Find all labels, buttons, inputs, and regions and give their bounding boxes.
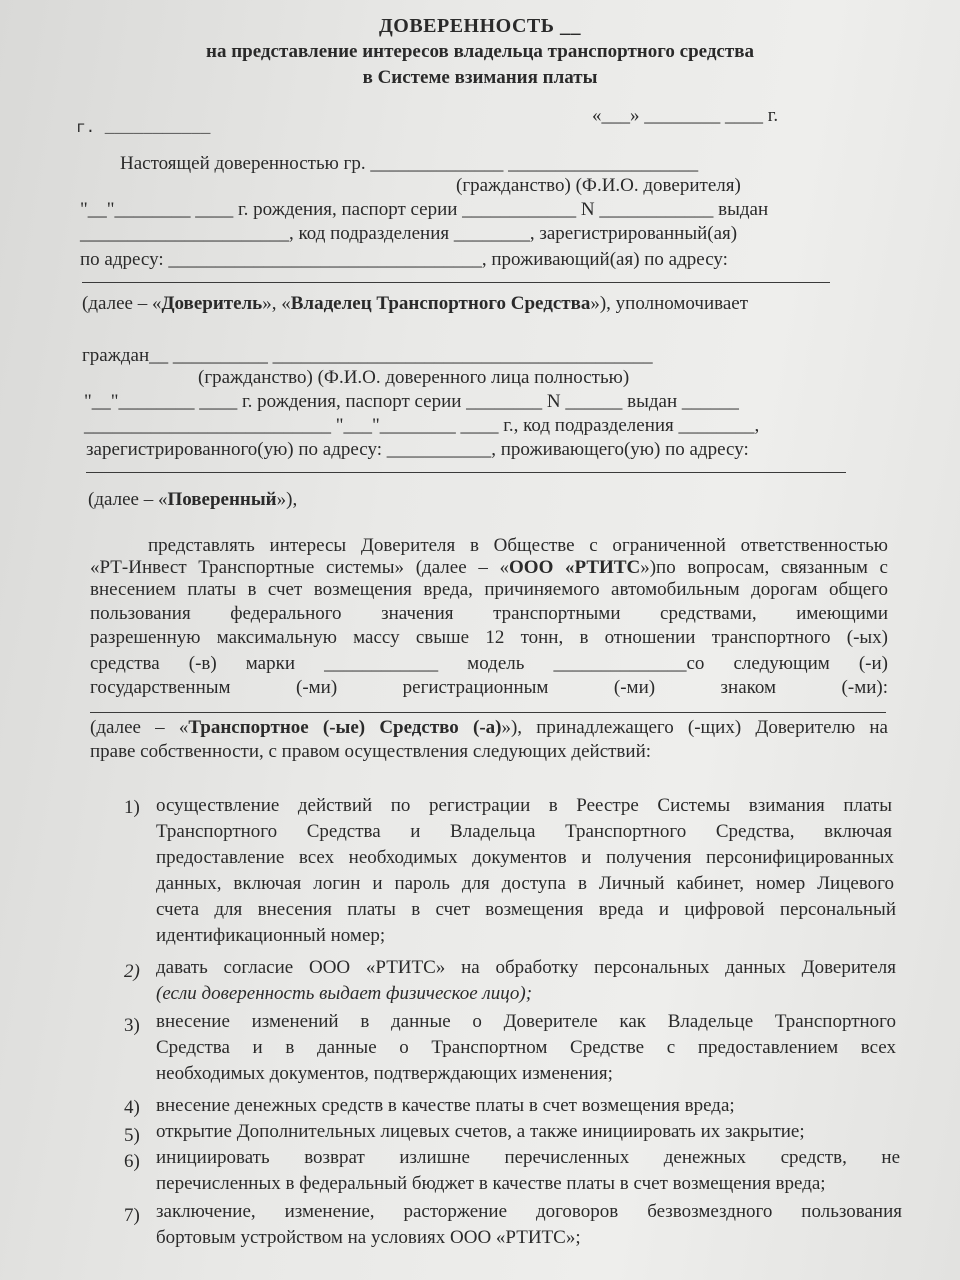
agent-line-3: "__"________ ____ г. рождения, паспорт серии ________ N ______ выдан ______	[84, 391, 739, 412]
item-5-number: 5)	[124, 1125, 140, 1146]
agent-line-5: зарегистрированного(ую) по адресу: ___________, проживающего(ую) по адресу:	[86, 439, 749, 460]
document-title: ДОВЕРЕННОСТЬ __	[379, 15, 581, 37]
city-field: г. ___________	[76, 119, 211, 137]
body-line-9: (далее – «Транспортное (-ые) Средство (-а)»), принадлежащего (-щих) Доверителю на	[90, 717, 888, 738]
body-line-6: средства (-в) марки ____________ модель ______________со следующим (-и)	[90, 653, 888, 674]
agent-line-1: граждан__ __________ ________________________________________	[82, 345, 653, 366]
item-4-line-1: внесение денежных средств в качестве платы в счет возмещения вреда;	[156, 1095, 735, 1116]
item-1-line-4: данных, включая логин и пароль для доступа в Личный кабинет, номер Лицевого	[156, 873, 894, 894]
principal-definition: (далее – «Доверитель», «Владелец Транспортного Средства»), уполномочивает	[82, 293, 749, 314]
body-line-10: праве собственности, с правом осуществления следующих действий:	[90, 741, 652, 762]
item-3-line-1: внесение изменений в данные о Доверителе как Владельце Транспортного	[156, 1011, 896, 1032]
item-1-line-1: осуществление действий по регистрации в Реестре Системы взимания платы	[156, 795, 892, 816]
date-field: «___» ________ ____ г.	[592, 105, 779, 126]
agent-caption: (гражданство) (Ф.И.О. доверенного лица полностью)	[198, 367, 630, 388]
item-1-line-3: предоставление всех необходимых документов и получения персонифицированных	[156, 847, 894, 868]
agent-line-4: __________________________ "___"________ ____ г., код подразделения ________,	[84, 415, 760, 436]
plate-number-line	[90, 712, 886, 713]
item-1-line-5: счета для внесения платы в счет возмещения вреда и цифровой персональный	[156, 899, 896, 920]
item-3-line-3: необходимых документов, подтверждающих изменения;	[156, 1063, 613, 1084]
agent-address-line	[86, 472, 846, 473]
body-line-7: государственным (-ми) регистрационным (-ми) знаком (-ми):	[90, 677, 888, 698]
item-1-line-2: Транспортного Средства и Владельца Транспортного Средства, включая	[156, 821, 892, 842]
item-2-line-1: давать согласие ООО «РТИТС» на обработку персональных данных Доверителя	[156, 957, 896, 978]
item-6-number: 6)	[124, 1151, 140, 1172]
document-subtitle-2: в Системе взимания платы	[362, 67, 598, 88]
principal-line-1: Настоящей доверенностью гр. ______________ ____________________	[120, 153, 699, 174]
principal-address-line	[82, 282, 830, 283]
item-1-line-6: идентификационный номер;	[156, 925, 386, 946]
item-1-number: 1)	[124, 797, 140, 818]
principal-line-5: по адресу: _________________________________, проживающий(ая) по адресу:	[80, 249, 728, 270]
item-7-number: 7)	[124, 1205, 140, 1226]
item-7-line-1: заключение, изменение, расторжение договоров безвозмездного пользования	[156, 1201, 902, 1222]
document-subtitle: на представление интересов владельца транспортного средства	[206, 41, 754, 62]
item-6-line-1: инициировать возврат излишне перечисленных денежных средств, не	[156, 1147, 900, 1168]
item-2-line-2: (если доверенность выдает физическое лицо);	[156, 983, 533, 1004]
body-line-3: внесением платы в счет возмещения вреда, причиняемого автомобильным дорогам общего	[90, 579, 888, 600]
item-7-line-2: бортовым устройством на условиях ООО «РТИТС»;	[156, 1227, 581, 1248]
item-4-number: 4)	[124, 1097, 140, 1118]
agent-definition: (далее – «Поверенный»),	[88, 489, 298, 510]
item-3-line-2: Средства и в данные о Транспортном Средстве с предоставлением всех	[156, 1037, 896, 1058]
principal-line-3: "__"________ ____ г. рождения, паспорт серии ____________ N ____________ выдан	[80, 199, 769, 220]
item-2-number: 2)	[124, 961, 140, 982]
body-line-1: представлять интересы Доверителя в Обществе с ограниченной ответственностью	[148, 535, 888, 556]
item-6-line-2: перечисленных в федеральный бюджет в качестве платы в счет возмещения вреда;	[156, 1173, 826, 1194]
item-3-number: 3)	[124, 1015, 140, 1036]
body-line-5: разрешенную максимальную массу свыше 12 тонн, в отношении транспортного (-ых)	[90, 627, 888, 648]
item-5-line-1: открытие Дополнительных лицевых счетов, а также инициировать их закрытие;	[156, 1121, 805, 1142]
principal-line-4: ______________________, код подразделения ________, зарегистрированный(ая)	[80, 223, 738, 244]
body-line-4: пользования федерального значения транспортными средствами, имеющими	[90, 603, 888, 624]
body-line-2: «РТ-Инвест Транспортные системы» (далее – «ООО «РТИТС»)по вопросам, связанным с	[90, 557, 888, 578]
principal-caption: (гражданство) (Ф.И.О. доверителя)	[456, 175, 741, 196]
